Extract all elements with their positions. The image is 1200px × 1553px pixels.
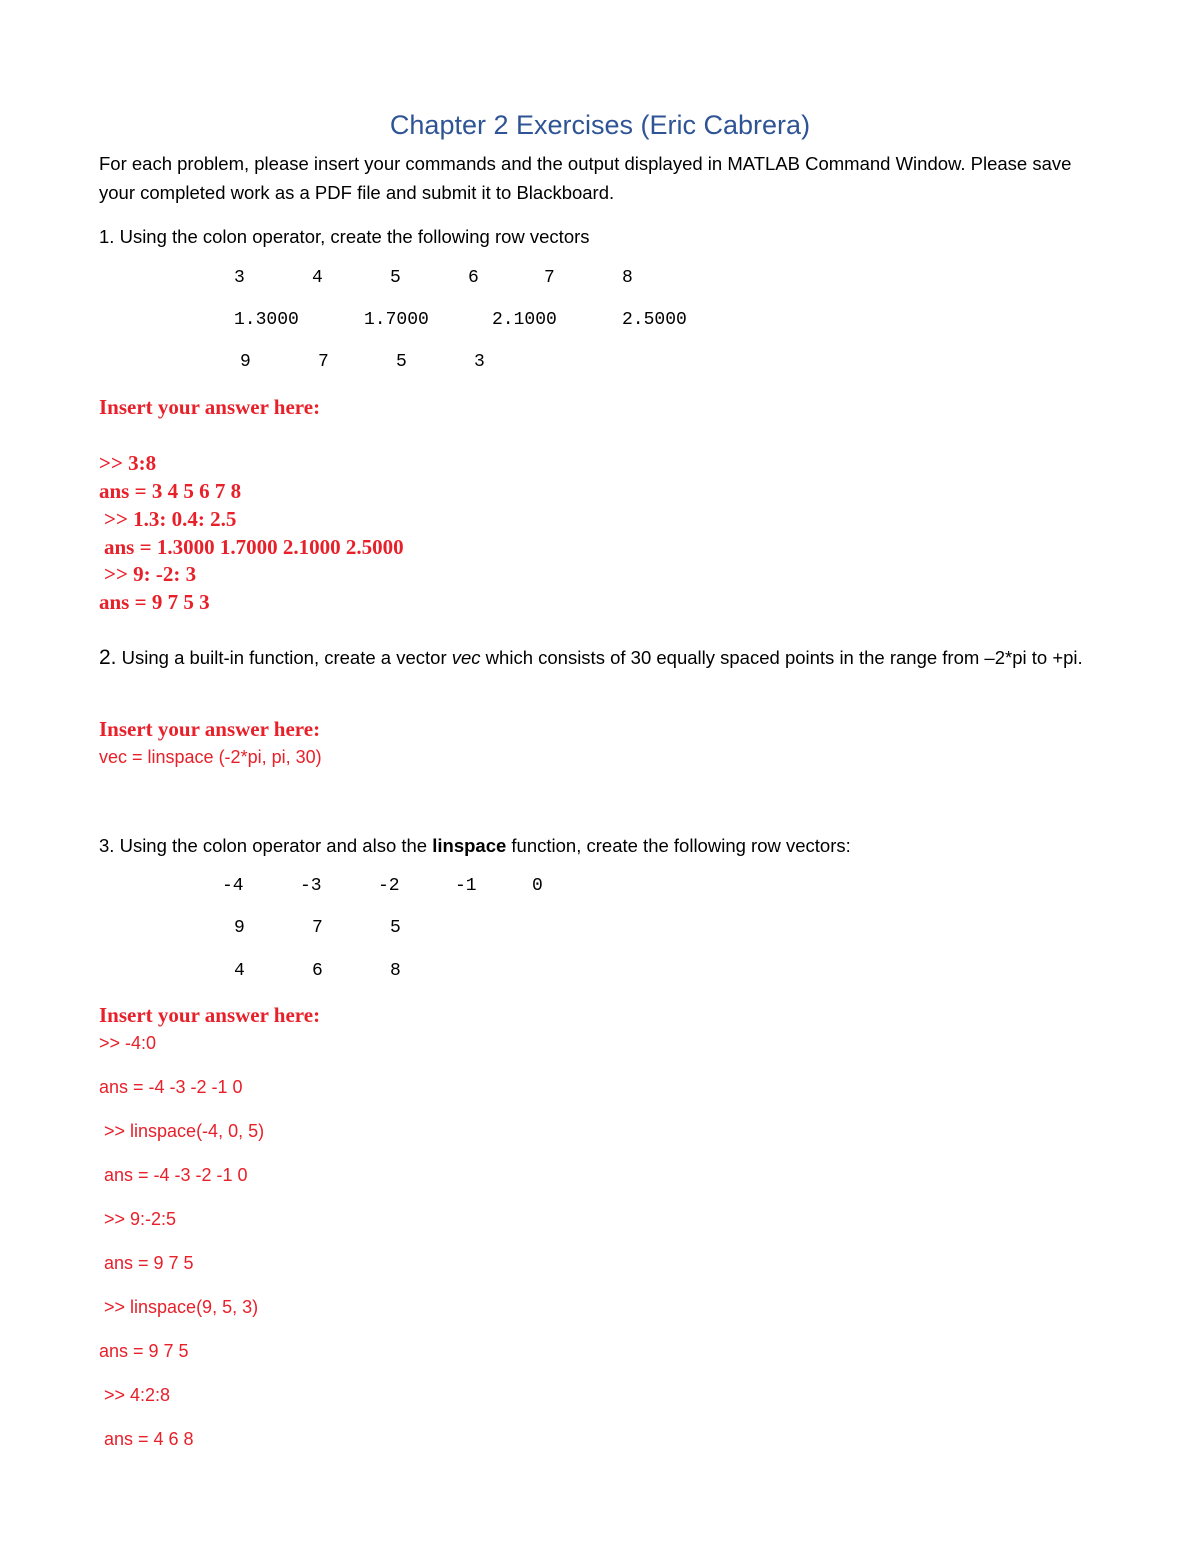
- p1-row1-c4: 6: [468, 268, 479, 288]
- problem-3-number: 3.: [99, 835, 115, 856]
- p1-row2-c2: 1.7000: [364, 310, 429, 330]
- problem-1-text: Using the colon operator, create the following row vectors: [119, 226, 590, 247]
- p1-answer-line: ans = 1.3000 1.7000 2.1000 2.5000: [104, 535, 404, 559]
- p1-row3-c3: 5: [396, 352, 407, 372]
- problem-2-variable: vec: [451, 647, 481, 668]
- p3-row2-c3: 5: [390, 918, 401, 938]
- problem-3-text-after: function, create the following row vectors:: [506, 835, 851, 856]
- p1-row1-c2: 4: [312, 268, 323, 288]
- p1-answer-heading: Insert your answer here:: [99, 395, 321, 419]
- p3-row3-c3: 8: [390, 961, 401, 981]
- p1-row3-c4: 3: [474, 352, 485, 372]
- p1-row2-c3: 2.1000: [492, 310, 557, 330]
- p3-row1-c4: -1: [455, 876, 477, 896]
- p1-answer-line: ans = 3 4 5 6 7 8: [99, 479, 242, 503]
- p1-answer-line: >> 1.3: 0.4: 2.5: [104, 507, 237, 531]
- p3-answer-line: ans = 4 6 8: [104, 1429, 194, 1449]
- p1-answer-line: >> 3:8: [99, 451, 157, 475]
- p3-answer-line: >> 9:-2:5: [104, 1209, 177, 1229]
- problem-3-function-name: linspace: [432, 835, 507, 856]
- problem-1-prompt: [99, 222, 1109, 251]
- p1-row1-c3: 5: [390, 268, 401, 288]
- p3-answer-line: ans = 9 7 5: [104, 1253, 194, 1273]
- p2-answer-heading: Insert your answer here:: [99, 717, 321, 741]
- p3-answer-line: ans = -4 -3 -2 -1 0: [104, 1165, 248, 1185]
- p1-answer-line: ans = 9 7 5 3: [99, 590, 210, 614]
- p3-row1-c1: -4: [222, 876, 244, 896]
- p1-row3-c2: 7: [318, 352, 329, 372]
- p3-answer-heading: Insert your answer here:: [99, 1003, 321, 1027]
- p1-row3-c1: 9: [240, 352, 251, 372]
- instructions-paragraph: For each problem, please insert your commands and the output displayed in MATLAB Command Window. Please save your completed work as a PDF file and submit it to Blackboard.: [99, 153, 1072, 203]
- p3-answer-line: >> linspace(-4, 0, 5): [104, 1121, 265, 1141]
- p1-row2-c1: 1.3000: [234, 310, 299, 330]
- p3-row1-c3: -2: [378, 876, 400, 896]
- problem-1-number: 1.: [99, 226, 115, 247]
- p3-answer-line: ans = 9 7 5: [99, 1341, 189, 1361]
- p3-row1-c5: 0: [532, 876, 543, 896]
- problem-3-text-before: Using the colon operator and also the: [119, 835, 433, 856]
- problem-2-text-after: which consists of 30 equally spaced points in the range from –2*pi to +pi.: [480, 647, 1083, 668]
- p3-answer-line: >> 4:2:8: [104, 1385, 171, 1405]
- problem-3-prompt: [99, 831, 1109, 860]
- p3-answer-line: ans = -4 -3 -2 -1 0: [99, 1077, 243, 1097]
- p1-row1-c1: 3: [234, 268, 245, 288]
- page-title: Chapter 2 Exercises (Eric Cabrera): [389, 110, 811, 140]
- problem-2-number: 2.: [99, 646, 117, 669]
- p3-row2-c2: 7: [312, 918, 323, 938]
- p3-row3-c1: 4: [234, 961, 245, 981]
- p3-row2-c1: 9: [234, 918, 245, 938]
- p3-answer-line: >> linspace(9, 5, 3): [104, 1297, 259, 1317]
- p3-row1-c2: -3: [300, 876, 322, 896]
- p1-answer-line: >> 9: -2: 3: [104, 562, 197, 586]
- p3-answer-line: >> -4:0: [99, 1033, 157, 1053]
- p1-row2-c4: 2.5000: [622, 310, 687, 330]
- p1-row1-c6: 8: [622, 268, 633, 288]
- problem-2-text-before: Using a built-in function, create a vector: [121, 647, 452, 668]
- problem-2-prompt: [99, 643, 1109, 672]
- p3-row3-c2: 6: [312, 961, 323, 981]
- p2-answer-line: vec = linspace (-2*pi, pi, 30): [99, 747, 322, 767]
- p1-row1-c5: 7: [544, 268, 555, 288]
